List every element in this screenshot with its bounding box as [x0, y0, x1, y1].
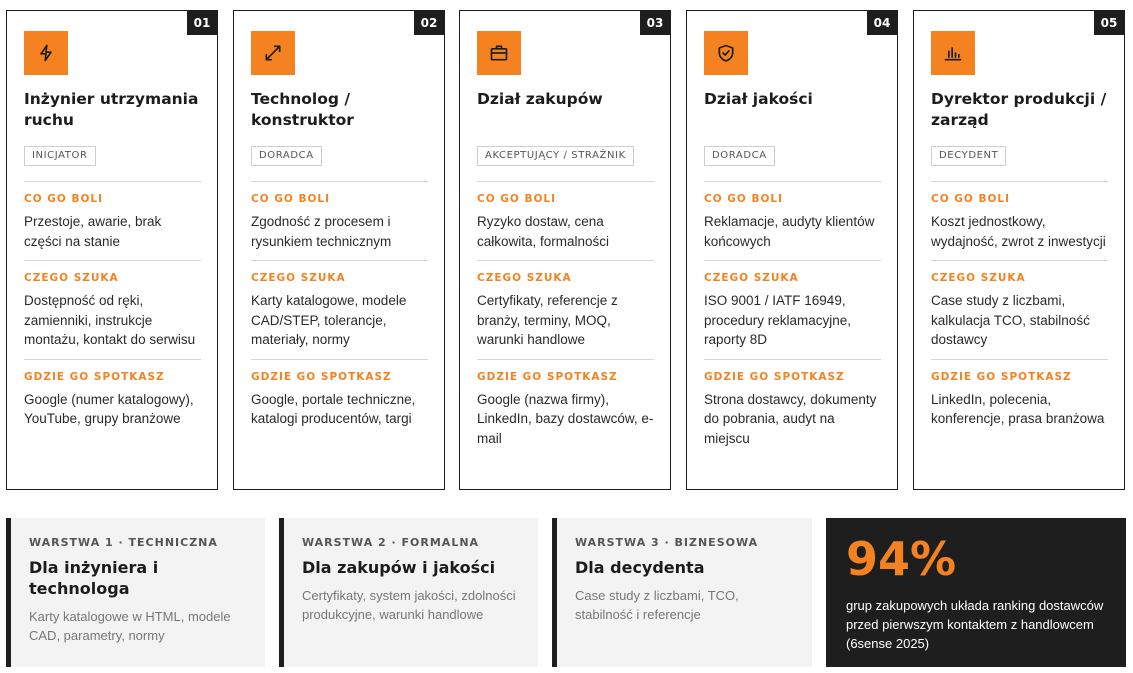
card-title: Inżynier utrzymania ruchu	[24, 90, 199, 129]
seek-label: CZEGO SZUKA	[704, 272, 799, 284]
seek-text: Certyfikaty, referencje z branży, terminy, MOQ, warunki handlowe	[477, 293, 618, 347]
stat-value: 94%	[846, 532, 957, 586]
pain-section	[24, 181, 201, 260]
layer-label: WARSTWA 2 · FORMALNA	[302, 536, 480, 549]
meet-text: Google (numer katalogowy), YouTube, grupy branżowe	[24, 391, 194, 426]
card-body	[704, 181, 881, 457]
layer-formal	[279, 518, 538, 667]
meet-section	[251, 359, 428, 438]
role-badge: DORADCA	[704, 146, 775, 166]
layer-label: WARSTWA 3 · BIZNESOWA	[575, 536, 759, 549]
meet-text: Google (nazwa firmy), LinkedIn, bazy dostawców, e-mail	[477, 391, 654, 446]
pain-label: CO GO BOLI	[704, 193, 784, 205]
bar-chart-icon	[931, 31, 975, 75]
meet-text: Strona dostawcy, dokumenty do pobrania, audyt na miejscu	[704, 391, 877, 446]
layer-title: Dla decydenta	[575, 558, 705, 577]
pain-section	[931, 181, 1108, 260]
persona-card-purchasing	[459, 10, 671, 490]
content-layers	[6, 518, 1126, 667]
seek-section	[477, 260, 654, 359]
persona-card-quality	[686, 10, 898, 490]
persona-cards	[6, 10, 1126, 490]
stat-description: grup zakupowych układa ranking dostawców przed pierwszym kontaktem z handlowcem (6sense 2025)	[846, 598, 1104, 651]
pain-label: CO GO BOLI	[251, 193, 331, 205]
pain-label: CO GO BOLI	[24, 193, 104, 205]
seek-section	[931, 260, 1108, 359]
pain-text: Koszt jednostkowy, wydajność, zwrot z inwestycji	[931, 214, 1106, 249]
card-number: 03	[640, 11, 670, 35]
lightning-icon	[24, 31, 68, 75]
pain-text: Zgodność z procesem i rysunkiem technicznym	[251, 214, 392, 249]
expand-arrows-icon	[251, 31, 295, 75]
pain-section	[477, 181, 654, 260]
pain-section	[251, 181, 428, 260]
pain-text: Przestoje, awarie, brak części na stanie	[24, 214, 162, 249]
layer-business	[552, 518, 812, 667]
meet-text: Google, portale techniczne, katalogi producentów, targi	[251, 391, 416, 426]
persona-card-production-director	[913, 10, 1125, 490]
card-title: Technolog / konstruktor	[251, 90, 354, 129]
meet-section	[477, 359, 654, 458]
shield-check-icon	[704, 31, 748, 75]
seek-label: CZEGO SZUKA	[477, 272, 572, 284]
meet-section	[24, 359, 201, 438]
persona-card-maintenance-engineer	[6, 10, 218, 490]
role-badge: INICJATOR	[24, 146, 96, 166]
pain-text: Reklamacje, audyty klientów końcowych	[704, 214, 875, 249]
layer-desc: Certyfikaty, system jakości, zdolności produkcyjne, warunki handlowe	[302, 588, 516, 622]
card-body	[931, 181, 1108, 438]
persona-card-technologist	[233, 10, 445, 490]
card-body	[477, 181, 654, 457]
pain-label: CO GO BOLI	[931, 193, 1011, 205]
meet-label: GDZIE GO SPOTKASZ	[704, 370, 845, 383]
seek-section	[24, 260, 201, 359]
stat-panel	[826, 518, 1126, 667]
pain-text: Ryzyko dostaw, cena całkowita, formalności	[477, 214, 610, 249]
role-badge: AKCEPTUJĄCY / STRAŻNIK	[477, 146, 634, 166]
role-badge: DORADCA	[251, 146, 322, 166]
seek-section	[251, 260, 428, 359]
card-title: Dyrektor produkcji / zarząd	[931, 90, 1107, 129]
layer-title: Dla inżyniera i technologa	[29, 558, 159, 598]
card-title: Dział jakości	[704, 90, 813, 108]
card-number: 04	[867, 11, 897, 35]
seek-label: CZEGO SZUKA	[251, 272, 346, 284]
meet-text: LinkedIn, polecenia, konferencje, prasa branżowa	[931, 391, 1105, 426]
card-number: 01	[187, 11, 217, 35]
card-number: 05	[1094, 11, 1124, 35]
card-number: 02	[414, 11, 444, 35]
card-body	[24, 181, 201, 438]
pain-label: CO GO BOLI	[477, 193, 557, 205]
role-badge: DECYDENT	[931, 146, 1006, 166]
layer-label: WARSTWA 1 · TECHNICZNA	[29, 536, 218, 549]
seek-text: ISO 9001 / IATF 16949, procedury reklamacyjne, raporty 8D	[704, 293, 852, 347]
pain-section	[704, 181, 881, 260]
briefcase-icon	[477, 31, 521, 75]
meet-section	[931, 359, 1108, 438]
seek-label: CZEGO SZUKA	[931, 272, 1026, 284]
seek-label: CZEGO SZUKA	[24, 272, 119, 284]
card-title: Dział zakupów	[477, 90, 603, 108]
meet-section	[704, 359, 881, 458]
layer-desc: Case study z liczbami, TCO, stabilność i referencje	[575, 588, 739, 622]
meet-label: GDZIE GO SPOTKASZ	[931, 370, 1072, 383]
meet-label: GDZIE GO SPOTKASZ	[477, 370, 618, 383]
meet-label: GDZIE GO SPOTKASZ	[24, 370, 165, 383]
seek-text: Karty katalogowe, modele CAD/STEP, tolerancje, materiały, normy	[251, 293, 407, 347]
seek-text: Case study z liczbami, kalkulacja TCO, stabilność dostawcy	[931, 293, 1090, 347]
seek-section	[704, 260, 881, 359]
meet-label: GDZIE GO SPOTKASZ	[251, 370, 392, 383]
layer-desc: Karty katalogowe w HTML, modele CAD, parametry, normy	[29, 609, 231, 643]
seek-text: Dostępność od ręki, zamienniki, instrukcje montażu, kontakt do serwisu	[24, 293, 196, 347]
layer-technical	[6, 518, 265, 667]
card-body	[251, 181, 428, 438]
layer-title: Dla zakupów i jakości	[302, 558, 496, 577]
